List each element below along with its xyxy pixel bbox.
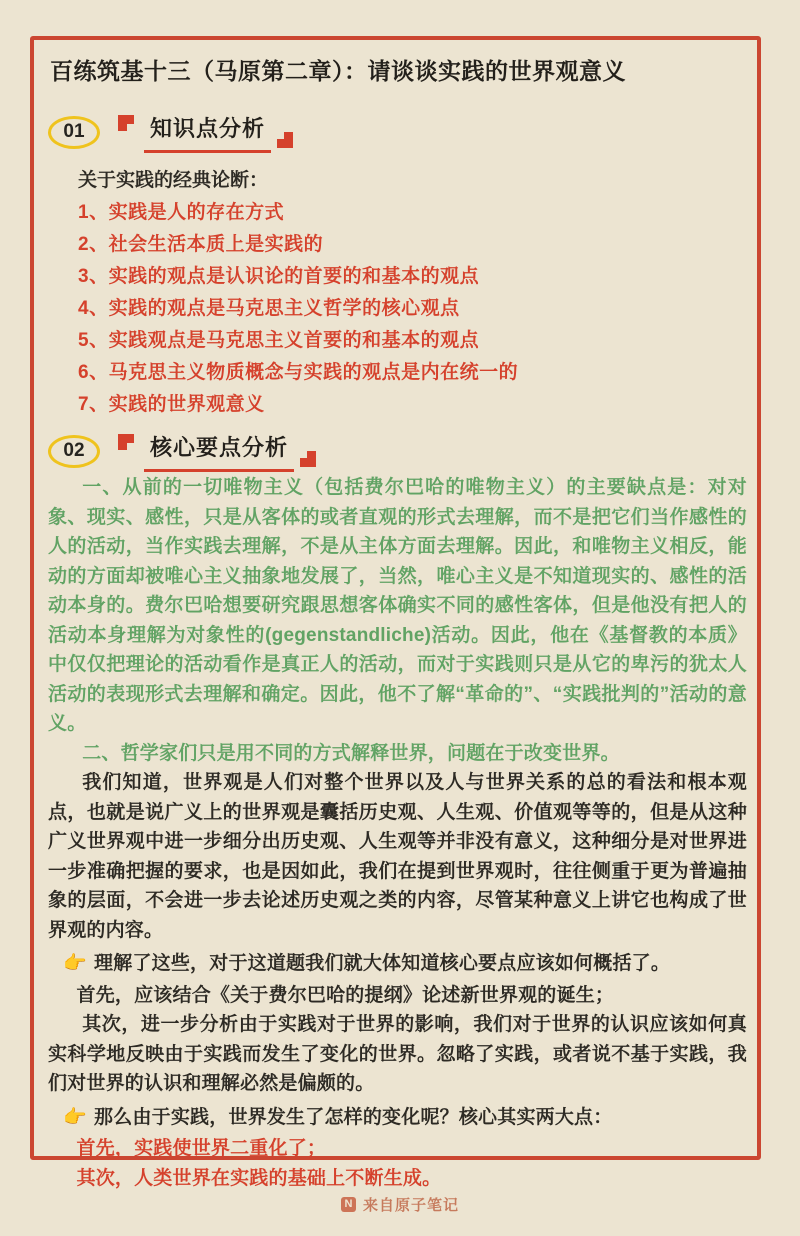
knowledge-points-list: [78, 197, 747, 421]
paragraph-conclusion-second: 其次，人类世界在实践的基础上不断生成。: [76, 1167, 442, 1189]
section-1-heading: 知识点分析: [144, 112, 271, 153]
paragraph-change-the-world: 二、哲学家们只是用不同的方式解释世界，问题在于改变世界。: [82, 742, 620, 764]
knowledge-points-intro: 关于实践的经典论断：: [78, 170, 269, 191]
paragraph-worldview-definition: 我们知道，世界观是人们对整个世界以及人与世界关系的总的看法和根本观点，也就是说广义上的世界观是囊括历史观、人生观、价值观等等的，但是从这种广义世界观中进一步细分出历史观、人生观等并非没有意义，这种细分是对世界进一步准确把握的要求，也是因如此，我们在提到世界观时，往往侧重于更为普遍抽象的层面，不会进一步去论述历史观之类的内容，尽管某种意义上讲它也构成了世界观的内容。: [48, 772, 747, 941]
list-item: 5、实践观点是马克思主义首要的和基本的观点: [78, 330, 480, 351]
section-1-number-badge: 01: [48, 116, 100, 149]
list-item: 3、实践的观点是认识论的首要的和基本的观点: [78, 266, 480, 287]
paragraph-feuerbach-critique: 一、从前的一切唯物主义（包括费尔巴哈的唯物主义）的主要缺点是：对对象、现实、感性，只是从客体的或者直观的形式去理解，而不是把它们当作感性的人的活动，当作实践去理解，不是从主体方面去理解。因此，和唯物主义相反，能动的方面却被唯心主义抽象地发展了，当然，唯心主义是不知道现实的、感性的活动本身的。费尔巴哈想要研究跟思想客体确实不同的感性客体，但是他没有把人的活动本身理解为对象性的(gegenstandliche)活动。因此，他在《基督教的本质》中仅仅把理论的活动看作是真正人的活动，而对于实践则只是从它的卑污的犹太人活动的表现形式去理解和确定。因此，他不了解“革命的”、“实践批判的”活动的意义。: [48, 477, 747, 734]
section-2-header: [48, 431, 747, 471]
list-item: 6、马克思主义物质概念与实践的观点是内在统一的: [78, 362, 519, 383]
pointing-finger-icon: 👉: [63, 1106, 88, 1128]
page-title: 百练筑基十三（马原第二章）：请谈谈实践的世界观意义: [50, 58, 626, 84]
note-logo-icon: N: [341, 1197, 356, 1212]
source-label: 来自原子笔记: [362, 1197, 459, 1214]
pointing-finger-icon: 👉: [63, 953, 88, 974]
pointer-text: 那么由于实践，世界发生了怎样的变化呢？核心其实两大点：: [94, 1106, 613, 1128]
pointer-text: 理解了这些，对于这道题我们就大体知道核心要点应该如何概括了。: [94, 953, 671, 974]
corner-bracket-close-icon: [277, 132, 293, 148]
section-2-heading: 核心要点分析: [144, 431, 294, 472]
footer: [0, 1194, 800, 1215]
section-2-number-badge: 02: [48, 435, 100, 468]
note-frame: [30, 36, 761, 1189]
list-item: 4、实践的观点是马克思主义哲学的核心观点: [78, 298, 460, 319]
paragraph-pointer-summary: [48, 949, 747, 979]
list-item: 2、社会生活本质上是实践的: [78, 234, 324, 255]
paragraph-pointer-question: [48, 1103, 747, 1133]
section-1-header: [48, 112, 747, 152]
corner-bracket-close-icon: [300, 451, 316, 467]
paragraph-conclusion-first: 首先，实践使世界二重化了；: [76, 1138, 327, 1159]
corner-bracket-open-icon: [118, 434, 134, 450]
paragraph-first-point: 首先，应该结合《关于费尔巴哈的提纲》论述新世界观的诞生；: [76, 984, 615, 1006]
list-item: 7、实践的世界观意义: [78, 394, 265, 415]
list-item: 1、实践是人的存在方式: [78, 202, 285, 223]
analysis-body: [48, 473, 747, 1193]
paragraph-second-point: 其次，进一步分析由于实践对于世界的影响，我们对于世界的认识应该如何真实科学地反映由于实践而发生了变化的世界。忽略了实践，或者说不基于实践，我们对世界的认识和理解必然是偏颇的。: [48, 1014, 747, 1094]
corner-bracket-open-icon: [118, 115, 134, 131]
